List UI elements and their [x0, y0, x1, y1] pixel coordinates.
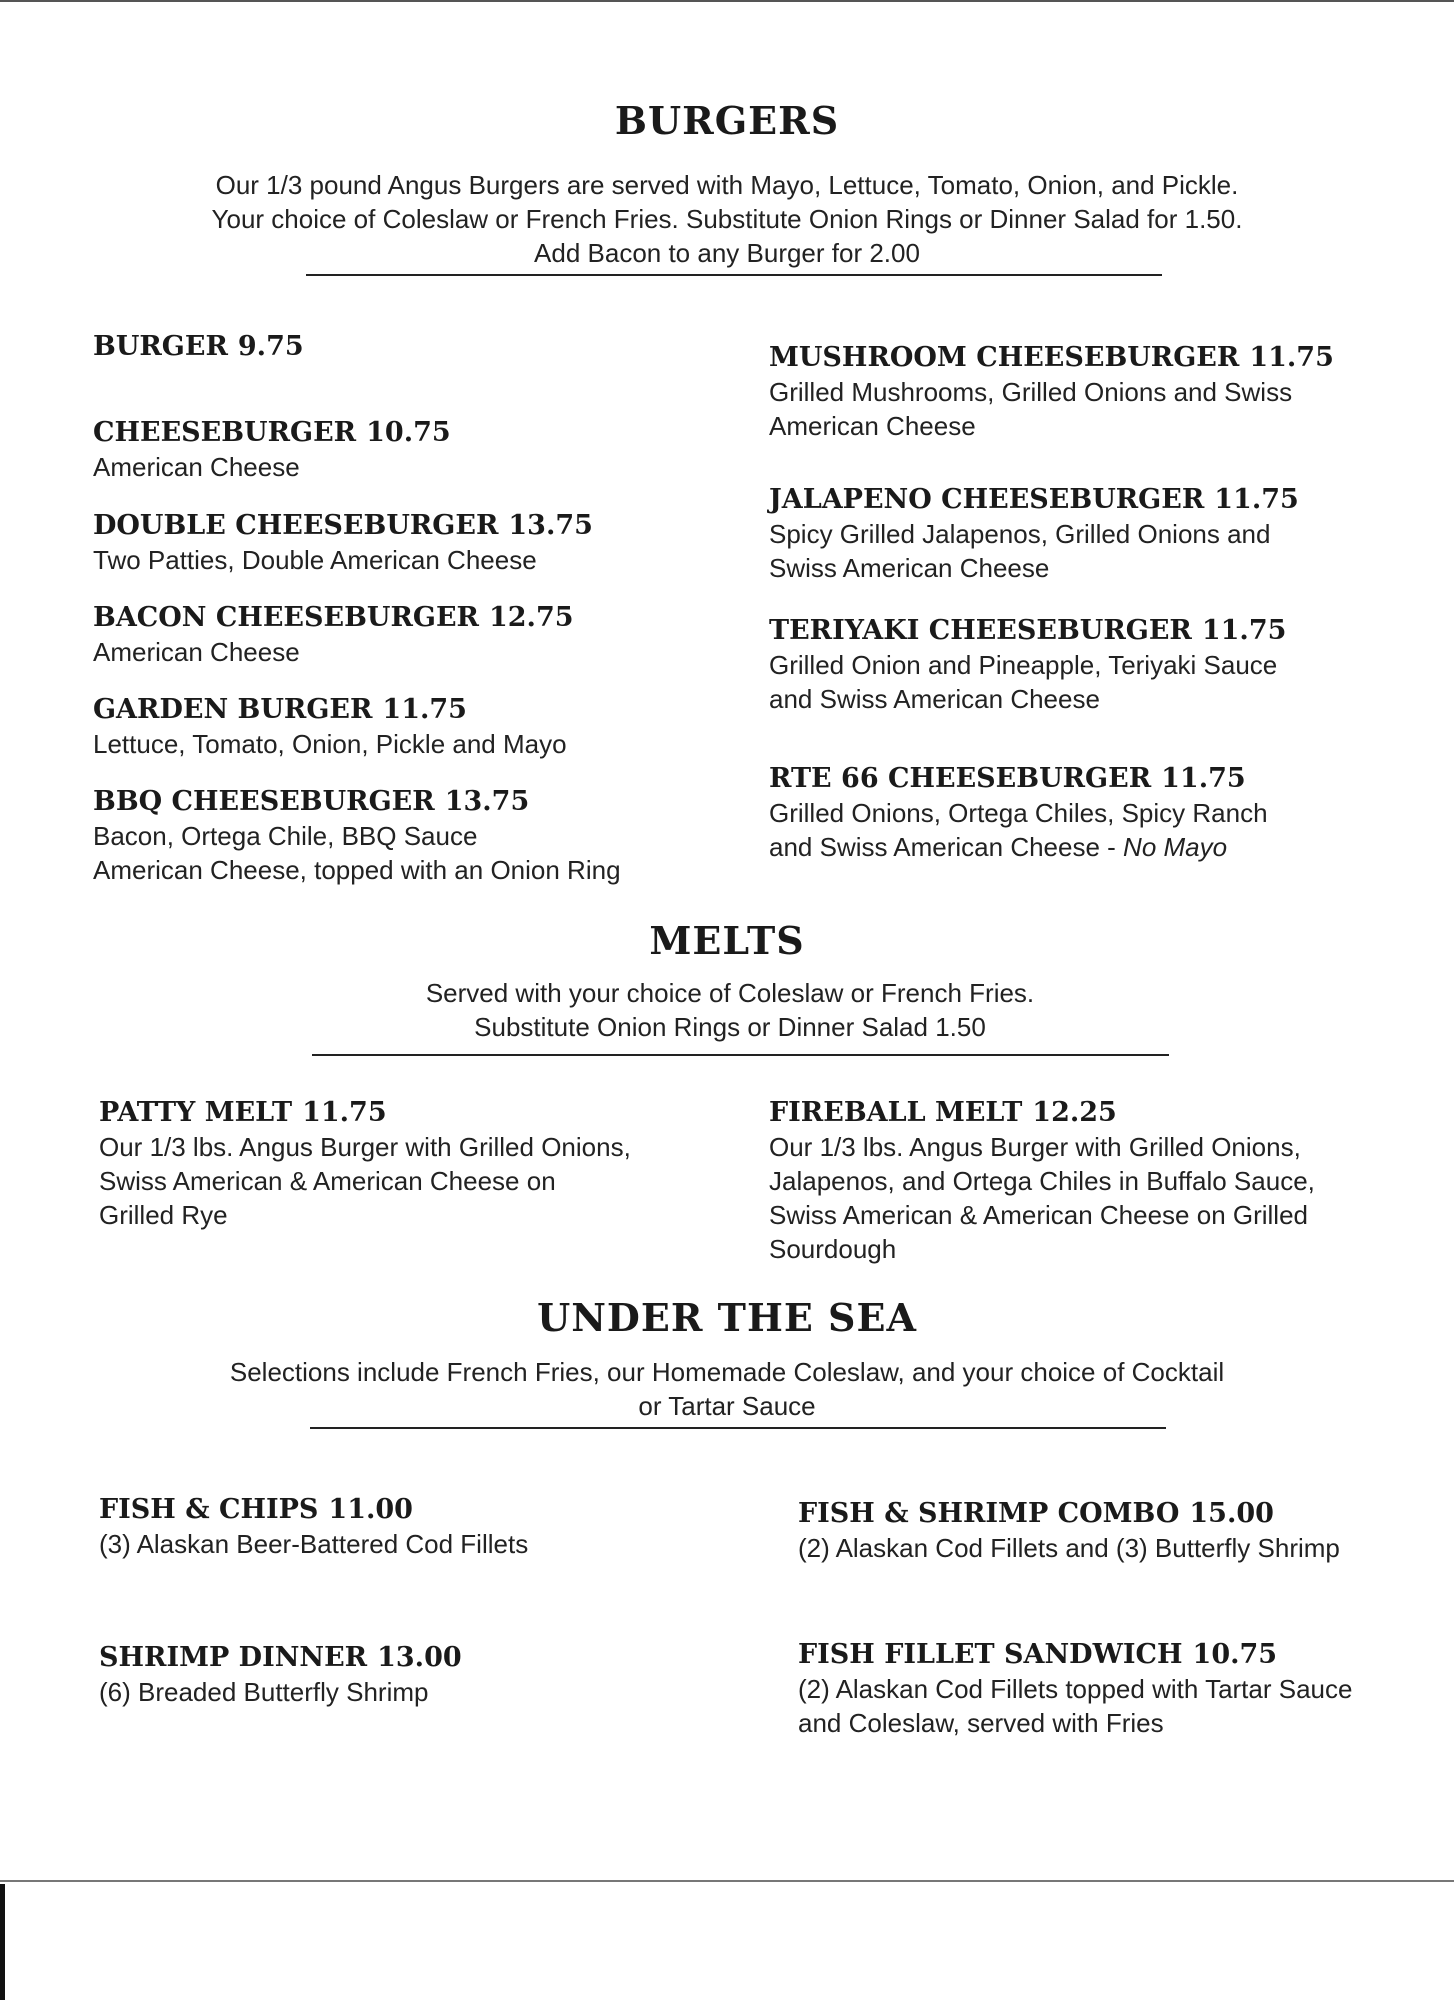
no-mayo-note: No Mayo: [1123, 832, 1228, 862]
item-price: 11.75: [1161, 763, 1246, 794]
menu-item-fish-and-chips: [99, 1493, 528, 1561]
melts-intro: [3, 976, 1454, 1044]
item-name: PATTY MELT: [99, 1097, 293, 1128]
item-price: 11.75: [1214, 484, 1299, 515]
menu-item-garden-burger: [93, 693, 567, 761]
menu-item-burger: [93, 330, 304, 364]
page-bottom-edge: [0, 1880, 1454, 1882]
item-description: Grilled Mushrooms, Grilled Onions and Swiss: [769, 377, 1293, 407]
item-price: 13.75: [444, 786, 530, 817]
burgers-divider: [306, 274, 1162, 276]
item-name: SHRIMP DINNER: [99, 1642, 368, 1673]
melts-intro-line: Served with your choice of Coleslaw or French Fries.: [425, 978, 1035, 1008]
item-price: 9.75: [237, 331, 304, 362]
item-description: American Cheese: [769, 411, 976, 441]
menu-item-cheeseburger: [93, 416, 451, 484]
sea-intro: [0, 1355, 1454, 1423]
sea-intro-line: or Tartar Sauce: [638, 1391, 816, 1421]
item-description: Swiss American & American Cheese on: [99, 1166, 556, 1196]
item-price: 11.75: [302, 1097, 387, 1128]
item-description: American Cheese, topped with an Onion Ring: [93, 855, 621, 885]
melts-divider: [312, 1054, 1169, 1056]
menu-item-patty-melt: [99, 1096, 631, 1232]
melts-intro-line: Substitute Onion Rings or Dinner Salad 1.50: [474, 1012, 986, 1042]
menu-item-teriyaki-cheeseburger: [769, 614, 1286, 716]
sea-intro-line: Selections include French Fries, our Homemade Coleslaw, and your choice of Cocktail: [229, 1357, 1225, 1387]
item-description: Our 1/3 lbs. Angus Burger with Grilled Onions,: [769, 1132, 1301, 1162]
menu-item-jalapeno-cheeseburger: [769, 483, 1299, 585]
item-name: FISH & CHIPS: [99, 1494, 319, 1525]
item-name: BBQ CHEESEBURGER: [93, 786, 435, 817]
item-name: MUSHROOM CHEESEBURGER: [769, 342, 1240, 373]
item-price: 11.00: [328, 1494, 413, 1525]
item-description: Grilled Rye: [99, 1200, 228, 1230]
menu-item-fireball-melt: [769, 1096, 1315, 1266]
item-description: Swiss American Cheese: [769, 553, 1050, 583]
item-name: BURGER: [93, 331, 228, 362]
item-description: Spicy Grilled Jalapenos, Grilled Onions and: [769, 519, 1271, 549]
item-name: CHEESEBURGER: [93, 417, 357, 448]
item-price: 13.75: [508, 510, 593, 541]
item-price: 15.00: [1189, 1498, 1274, 1529]
item-description: Swiss American & American Cheese on Grilled: [769, 1200, 1309, 1230]
scan-left-edge: [0, 1884, 5, 2000]
item-name: JALAPENO CHEESEBURGER: [769, 484, 1205, 515]
item-description: (2) Alaskan Cod Fillets topped with Tartar Sauce: [798, 1674, 1353, 1704]
item-price: 11.75: [1249, 342, 1334, 373]
item-price: 11.75: [382, 694, 467, 725]
item-description: and Swiss American Cheese - No Mayo: [769, 832, 1228, 862]
item-name: FISH & SHRIMP COMBO: [798, 1498, 1180, 1529]
item-description: Two Patties, Double American Cheese: [93, 545, 537, 575]
item-price: 11.75: [1201, 615, 1287, 646]
item-description: American Cheese: [93, 452, 300, 482]
item-name: FISH FILLET SANDWICH: [798, 1639, 1183, 1670]
item-name: DOUBLE CHEESEBURGER: [93, 510, 499, 541]
item-price: 10.75: [1192, 1639, 1278, 1670]
item-description: (6) Breaded Butterfly Shrimp: [99, 1677, 429, 1707]
menu-item-fish-shrimp-combo: [798, 1497, 1340, 1565]
menu-item-fish-fillet-sandwich: [798, 1638, 1352, 1740]
item-description: Jalapenos, and Ortega Chiles in Buffalo Sauce,: [769, 1166, 1315, 1196]
menu-item-double-cheeseburger: [93, 509, 593, 577]
item-price: 13.00: [377, 1642, 462, 1673]
item-description: Grilled Onions, Ortega Chiles, Spicy Ranch: [769, 798, 1268, 828]
sea-divider: [310, 1427, 1166, 1429]
item-name: FIREBALL MELT: [769, 1097, 1023, 1128]
item-description: American Cheese: [93, 637, 300, 667]
item-description: Sourdough: [769, 1234, 897, 1264]
menu-item-rte66-cheeseburger: [769, 762, 1268, 864]
scan-top-edge: [0, 0, 1454, 2]
menu-item-bbq-cheeseburger: [93, 785, 621, 887]
burgers-title: BURGERS: [614, 98, 840, 143]
item-description: Our 1/3 lbs. Angus Burger with Grilled Onions,: [99, 1132, 631, 1162]
burgers-intro-line: Our 1/3 pound Angus Burgers are served with Mayo, Lettuce, Tomato, Onion, and Pickle.: [215, 170, 1239, 200]
item-description: Lettuce, Tomato, Onion, Pickle and Mayo: [93, 729, 567, 759]
item-name: GARDEN BURGER: [93, 694, 373, 725]
item-name: TERIYAKI CHEESEBURGER: [769, 615, 1192, 646]
item-description: and Swiss American Cheese: [769, 684, 1100, 714]
item-description: and Coleslaw, served with Fries: [798, 1708, 1164, 1738]
item-price: 10.75: [366, 417, 451, 448]
menu-item-mushroom-cheeseburger: [769, 341, 1334, 443]
sea-title: UNDER THE SEA: [537, 1295, 917, 1340]
melts-title: MELTS: [649, 918, 805, 963]
item-description: Bacon, Ortega Chile, BBQ Sauce: [93, 821, 478, 851]
menu-item-bacon-cheeseburger: [93, 601, 574, 669]
item-description: (3) Alaskan Beer-Battered Cod Fillets: [99, 1529, 529, 1559]
burgers-intro-line: Your choice of Coleslaw or French Fries. Substitute Onion Rings or Dinner Salad for 1.50.: [211, 204, 1243, 234]
menu-item-shrimp-dinner: [99, 1641, 462, 1709]
item-price: 12.75: [488, 602, 574, 633]
item-name: RTE 66 CHEESEBURGER: [769, 763, 1152, 794]
item-description: Grilled Onion and Pineapple, Teriyaki Sauce: [769, 650, 1278, 680]
item-name: BACON CHEESEBURGER: [93, 602, 479, 633]
item-description: (2) Alaskan Cod Fillets and (3) Butterfly Shrimp: [798, 1533, 1340, 1563]
item-price: 12.25: [1032, 1097, 1117, 1128]
burgers-intro: [0, 168, 1454, 270]
burgers-intro-line: Add Bacon to any Burger for 2.00: [534, 238, 920, 268]
